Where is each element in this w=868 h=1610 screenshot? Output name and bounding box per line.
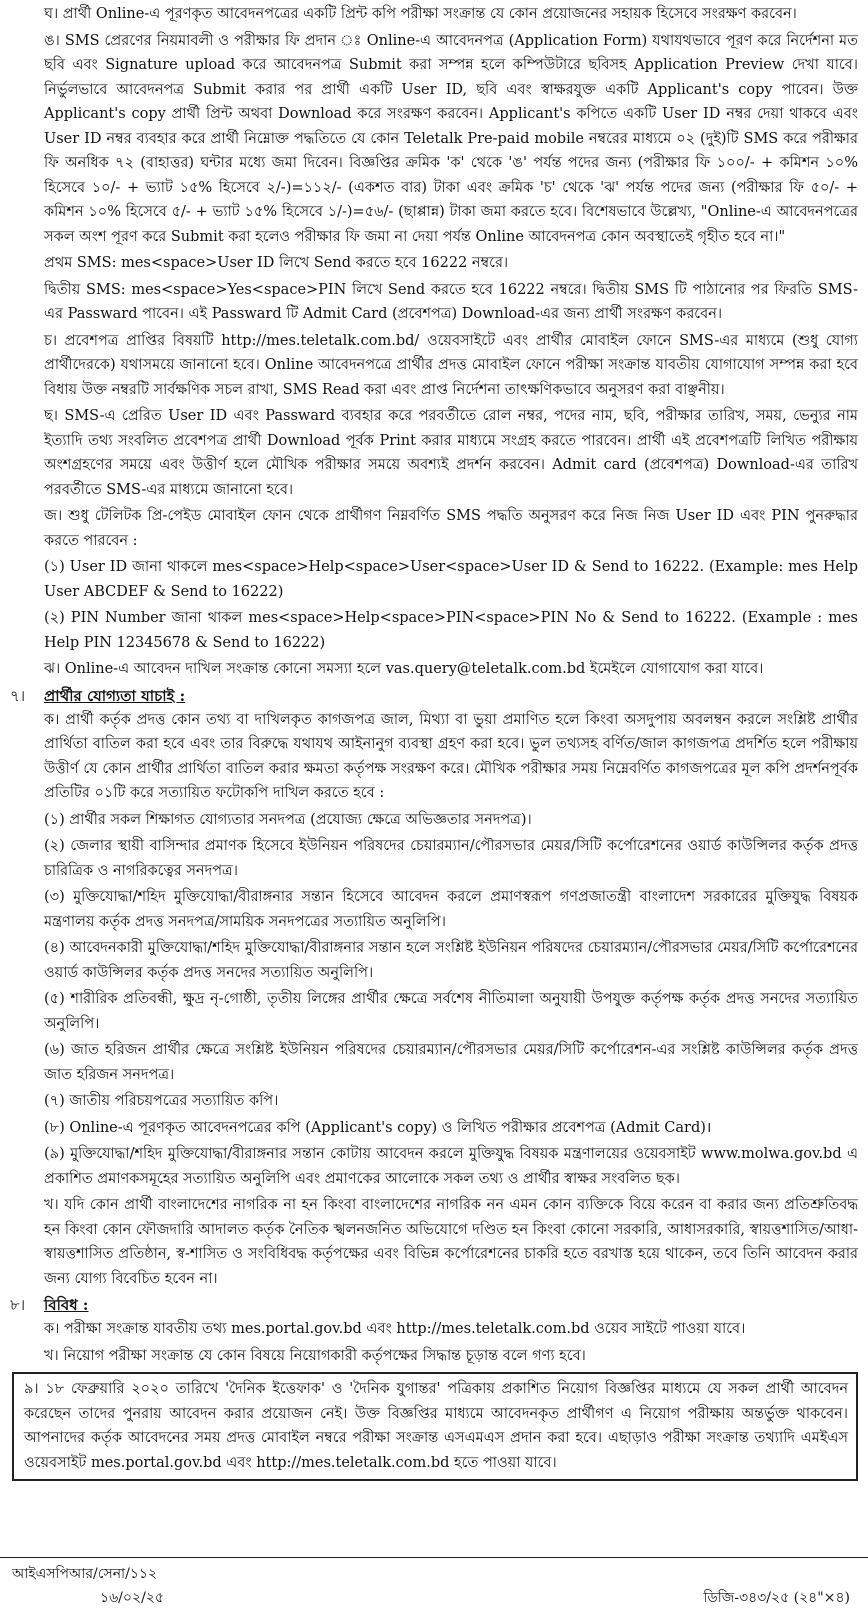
section-7-heading bbox=[10, 684, 858, 708]
s8-kha: খ। নিয়োগ পরীক্ষা সংক্রান্ত যে কোন বিষয়ে নিয়োগকারী কর্তৃপক্ষের সিদ্ধান্ত চূড়ান্ত বলে গণ্য হবে। bbox=[44, 1347, 586, 1364]
item-userid-help: (১) User ID জানা থাকলে mes<space>Help<space>User<space>User ID & Send to 16222. (Example: mes Help User ABCDEF & Send to 16222) bbox=[44, 559, 858, 600]
s7-doc-5: (৫) শারীরিক প্রতিবন্ধী, ক্ষুদ্র নৃ-গোষ্ঠী, তৃতীয় লিঙ্গের প্রার্থীর ক্ষেত্রে সর্বশেষ নীতিমালা অনুযায়ী উপযুক্ত কর্তৃপক্ষ কর্তৃক প্রদত্ত সনদের সত্যায়িত অনুলিপি। bbox=[44, 991, 858, 1032]
s7-doc-7: (৭) জাতীয় পরিচয়পত্রের সত্যায়িত কপি। bbox=[44, 1093, 279, 1109]
section-7-number: ৭। bbox=[10, 686, 26, 705]
s7-doc-4: (৪) আবেদনকারী মুক্তিযোদ্ধা/শহিদ মুক্তিযোদ্ধা/বীরাঙ্গনার সন্তান হলে সংশ্লিষ্ট ইউনিয়ন পরিষদের চেয়ারম্যান/পৌরসভার মেয়র/সিটি কর্পোরেশনের ওয়ার্ড কাউন্সিলর কর্তৃক প্রদত্ত সনদের সত্যায়িত অনুলিপি। bbox=[44, 940, 858, 981]
item-umo-sms-rules: ঙ। SMS প্রেরণের নিয়মাবলী ও পরীক্ষার ফি প্রদান ঃ Online-এ আবেদনপত্র (Application Form) যথাযথভাবে পূরণ করে নির্দেশনা মত ছবি এবং Signature upload করে আবেদনপত্র Submit করা সম্পন্ন হলে কম্পিউটারে ছবিসহ Application Preview দেখা যাবে। নির্ভুলভাবে আবেদনপত্র Submit করার পর প্রার্থী একটি User ID, ছবি এবং স্বাক্ষরযুক্ত একটি Applicant's copy পাবেন। উক্ত Applicant's copy প্রার্থী প্রিন্ট অথবা Download করে সংরক্ষণ করবেন। Applicant's কপিতে একটি User ID নম্বর দেয়া থাকবে এবং User ID নম্বর ব্যবহার করে প্রার্থী নিম্নোক্ত পদ্ধতিতে যে কোন Teletalk Pre-paid mobile নম্বরের মাধ্যমে ০২ (দুই)টি SMS করে পরীক্ষার ফি অনধিক ৭২ (বাহাত্তর) ঘন্টার মধ্যে জমা দিবেন। বিজ্ঞপ্তির ক্রমিক 'ক' থেকে 'ঙ' পর্যন্ত পদের জন্য (পরীক্ষার ফি ১০০/- + কমিশন ১০% হিসেবে ১০/- + ভ্যাট ১৫% হিসেবে ২/-)=১১২/- (একশত বার) টাকা এবং ক্রমিক 'চ' থেকে 'ঝ' পর্যন্ত পদের জন্য (পরীক্ষার ফি ৫০/- + কমিশন ১০% হিসেবে ৫/- + ভ্যাট ১৫% হিসেবে ১/-)=৫৬/- (ছাপ্পান্ন) টাকা জমা করতে হবে। বিশেষভাবে উল্লেখ্য, "Online-এ আবেদনপত্রের সকল অংশ পূরণ করে Submit করা হলেও পরীক্ষার ফি জমা না দেয়া পর্যন্ত Online আবেদনপত্র কোন অবস্থাতেই গৃহীত হবে না।" bbox=[44, 32, 858, 245]
notice-text: ৯। ১৮ ফেব্রুয়ারি ২০২০ তারিখে 'দৈনিক ইত্তেফাক' ও 'দৈনিক যুগান্তর' পত্রিকায় প্রকাশিত নিয়োগ বিজ্ঞপ্তির মাধ্যমে যে সকল প্রার্থী আবেদন করেছেন তাদের পুনরায় আবেদন করার প্রয়োজন নেই। উক্ত বিজ্ঞপ্তির মাধ্যমে আবেদনকৃত প্রার্থীগণ এ নিয়োগ পরীক্ষায় অন্তর্ভুক্ত থাকবেন। আপনাদের কর্তৃক আবেদনের সময় প্রদত্ত মোবাইল নম্বরে পরীক্ষা সংক্রান্ত এসএমএস প্রদান করা হবে। এছাড়াও পরীক্ষা সংক্রান্ত তথ্যাদি এমইএস ওয়েবসাইট mes.portal.gov.bd এবং http://mes.teletalk.com.bd হতে পাওয়া যাবে। bbox=[24, 1381, 848, 1471]
advertisement-page bbox=[10, 2, 858, 1481]
item-gha: ঘ। প্রার্থী Online-এ পূরণকৃত আবেদনপত্রের একটি প্রিন্ট কপি পরীক্ষা সংক্রান্ত যে কোন প্রয়োজনের সহায়ক হিসেবে সংরক্ষণ করবেন। bbox=[44, 6, 797, 22]
s7-doc-8: (৮) Online-এ পূরণকৃত আবেদনপত্রের কপি (Applicant's copy) ও লিখিত পরীক্ষার প্রবেশপত্র (Admit Card)। bbox=[44, 1119, 712, 1136]
notice-box bbox=[12, 1372, 858, 1481]
item-second-sms: দ্বিতীয় SMS: mes<space>Yes<space>PIN লিখে Send করতে হবে 16222 নম্বরে। দ্বিতীয় SMS টি পাঠানোর পর ফিরতি SMS-এর Passward পাবেন। এই Passward টি Admit Card (প্রবেশপত্র) Download-এর জন্য প্রার্থী সংরক্ষণ করবেন। bbox=[44, 281, 858, 322]
s7-doc-9: (৯) মুক্তিযোদ্ধা/শহিদ মুক্তিযোদ্ধা/বীরাঙ্গনার সন্তান কোটায় আবেদন করলে মুক্তিযুদ্ধ বিষয়ক মন্ত্রণালয়ের ওয়েবসাইট www.molwa.gov.bd এ প্রকাশিত প্রমাণকসমূহের সত্যায়িত অনুলিপি এবং প্রমাণকের আলোকে সকল তথ্য ও প্রার্থীর স্বাক্ষর সংবলিত ছক। bbox=[44, 1146, 858, 1187]
s7-ka: ক। প্রার্থী কর্তৃক প্রদত্ত কোন তথ্য বা দাখিলকৃত কাগজপত্র জাল, মিথ্যা বা ভুয়া প্রমাণিত হলে কিংবা অসদুপায় অবলম্বন করলে সংশ্লিষ্ট প্রার্থীর প্রার্থিতা বাতিল করা হবে এবং তার বিরুদ্ধে যথাযথ আইনানুগ ব্যবস্থা গ্রহণ করা হবে। ভুল তথ্যসহ বর্ণিত/জাল কাগজপত্র প্রদর্শিত হলে পরীক্ষায় উত্তীর্ণ যে কোন প্রার্থীর প্রার্থিতা বাতিল করার ক্ষমতা কর্তৃপক্ষ সংরক্ষণ করে। মৌখিক পরীক্ষার সময় নিম্নেবর্ণিত কাগজপত্রের মূল কপি প্রদর্শনপূর্বক প্রতিটির ০১টি করে সত্যায়িত ফটোকপি দাখিল করতে হবে : bbox=[44, 711, 858, 801]
section-8-number: ৮। bbox=[10, 1296, 26, 1314]
section-8-title: বিবিধ : bbox=[44, 1296, 89, 1314]
item-chha-download: ছ। SMS-এ প্রেরিত User ID এবং Passward ব্যবহার করে পরবর্তীতে রোল নম্বর, পদের নাম, ছবি, পরীক্ষার তারিখ, সময়, ভেন্যুর নাম ইত্যাদি তথ্য সংবলিত প্রবেশপত্র প্রার্থী Download পূর্বক Print করার মাধ্যমে সংগ্রহ করতে পারবেন। প্রার্থী এই প্রবেশপত্রটি লিখিত পরীক্ষায় অংশগ্রহণের সময়ে এবং উত্তীর্ণ হলে মৌখিক পরীক্ষার সময়ে অবশ্যই প্রদর্শন করবেন। Admit card (প্রবেশপত্র) Download-এর তারিখ পরবর্তীতে SMS-এর মাধ্যমে জানানো হবে। bbox=[44, 408, 858, 498]
item-first-sms: প্রথম SMS: mes<space>User ID লিখে Send করতে হবে 16222 নম্বরে। bbox=[44, 255, 509, 271]
section-7-title: প্রার্থীর যোগ্যতা যাচাই : bbox=[44, 686, 186, 705]
item-cha-admit: চ। প্রবেশপত্র প্রাপ্তির বিষয়টি http://mes.teletalk.com.bd/ ওয়েবসাইটে এবং প্রার্থীর মোবাইল ফোনে SMS-এর মাধ্যমে (শুধু যোগ্য প্রার্থীদেরকে) যথাসময়ে জানানো হবে। Online আবেদনপত্রে প্রার্থীর প্রদত্ত মোবাইল ফোনে পরীক্ষা সংক্রান্ত যাবতীয় যোগাযোগ সম্পন্ন করা হবে বিধায় উক্ত নম্বরটি সার্বক্ষণিক সচল রাখা, SMS Read করা এবং প্রাপ্ত নির্দেশনা তাৎক্ষণিকভাবে অনুসরণ করা বাঞ্ছনীয়। bbox=[44, 332, 858, 398]
section-8-heading bbox=[10, 1293, 858, 1317]
footer-reference: আইএসপিআর/সেনা/১১২ bbox=[12, 1566, 158, 1582]
s7-doc-3: (৩) মুক্তিযোদ্ধা/শহিদ মুক্তিযোদ্ধা/বীরাঙ্গনার সন্তান হিসেবে আবেদন করলে প্রমাণস্বরূপ গণপ্রজাতন্ত্রী বাংলাদেশ সরকারের মুক্তিযুদ্ধ বিষয়ক মন্ত্রণালয় কর্তৃক প্রদত্ত সনদপত্র/সাময়িক সনদপত্রের সত্যায়িত অনুলিপি। bbox=[44, 889, 858, 930]
footer bbox=[0, 1557, 868, 1606]
s7-doc-6: (৬) জাত হরিজন প্রার্থীর ক্ষেত্রে সংশ্লিষ্ট ইউনিয়ন পরিষদের চেয়ারম্যান/পৌরসভার মেয়র/সিটি কর্পোরেশন-এর সংশ্লিষ্ট কাউন্সিলর কর্তৃক প্রদত্ত জাত হরিজন সনদপত্র। bbox=[44, 1042, 858, 1083]
s7-doc-2: (২) জেলার স্থায়ী বাসিন্দার প্রমাণক হিসেবে ইউনিয়ন পরিষদের চেয়ারম্যান/পৌরসভার মেয়র/সিটি কর্পোরেশনের ওয়ার্ড কাউন্সিলর কর্তৃক প্রদত্ত চারিত্রিক ও নাগরিকত্বের সনদপত্র। bbox=[44, 838, 858, 879]
footer-code: ডিজি-৩৪৩/২৫ (২৪"×৪) bbox=[703, 1590, 850, 1606]
s7-doc-1: (১) প্রার্থীর সকল শিক্ষাগত যোগ্যতার সনদপত্র (প্রযোজ্য ক্ষেত্রে অভিজ্ঞতার সনদপত্র)। bbox=[44, 811, 532, 828]
s7-kha: খ। যদি কোন প্রার্থী বাংলাদেশের নাগরিক না হন কিংবা বাংলাদেশের নাগরিক নন এমন কোন ব্যক্তিকে বিয়ে করেন বা করার জন্য প্রতিশ্রুতিবদ্ধ হন কিংবা কোন ফৌজদারি আদালত কর্তৃক নৈতিক স্খলনজনিত অভিযোগে দণ্ডিত হন কিংবা কোনো সরকারি, আধাসরকারি, স্বায়ত্তশাসিত/আধা-স্বায়ত্তশাসিত প্রতিষ্ঠান, স্ব-শাসিত ও সংবিধিবদ্ধ কর্তৃপক্ষের এবং বিভিন্ন কর্পোরেশনের চাকরি হতে বরখাস্ত হয়ে থাকেন, তবে তিনি আবেদন করার জন্য যোগ্য বিবেচিত হবেন না। bbox=[44, 1197, 858, 1287]
footer-date: ১৬/০২/২৫ bbox=[100, 1590, 165, 1606]
item-jha-email: ঝ। Online-এ আবেদন দাখিল সংক্রান্ত কোনো সমস্যা হলে vas.query@teletalk.com.bd ইমেইলে যোগাযোগ করা যাবে। bbox=[44, 661, 764, 677]
item-ja-recovery: জ। শুধু টেলিটক প্রি-পেইড মোবাইল ফোন থেকে প্রার্থীগণ নিম্নবর্ণিত SMS পদ্ধতি অনুসরণ করে নিজ নিজ User ID এবং PIN পুনরুদ্ধার করতে পারবেন : bbox=[44, 508, 858, 549]
item-pin-help: (২) PIN Number জানা থাকল mes<space>Help<space>PIN<space>PIN No & Send to 16222. (Example : mes Help PIN 12345678 & Send to 16222) bbox=[44, 610, 858, 651]
s8-ka: ক। পরীক্ষা সংক্রান্ত যাবতীয় তথ্য mes.portal.gov.bd এবং http://mes.teletalk.com.bd ওয়েব সাইটে পাওয়া যাবে। bbox=[44, 1321, 746, 1337]
